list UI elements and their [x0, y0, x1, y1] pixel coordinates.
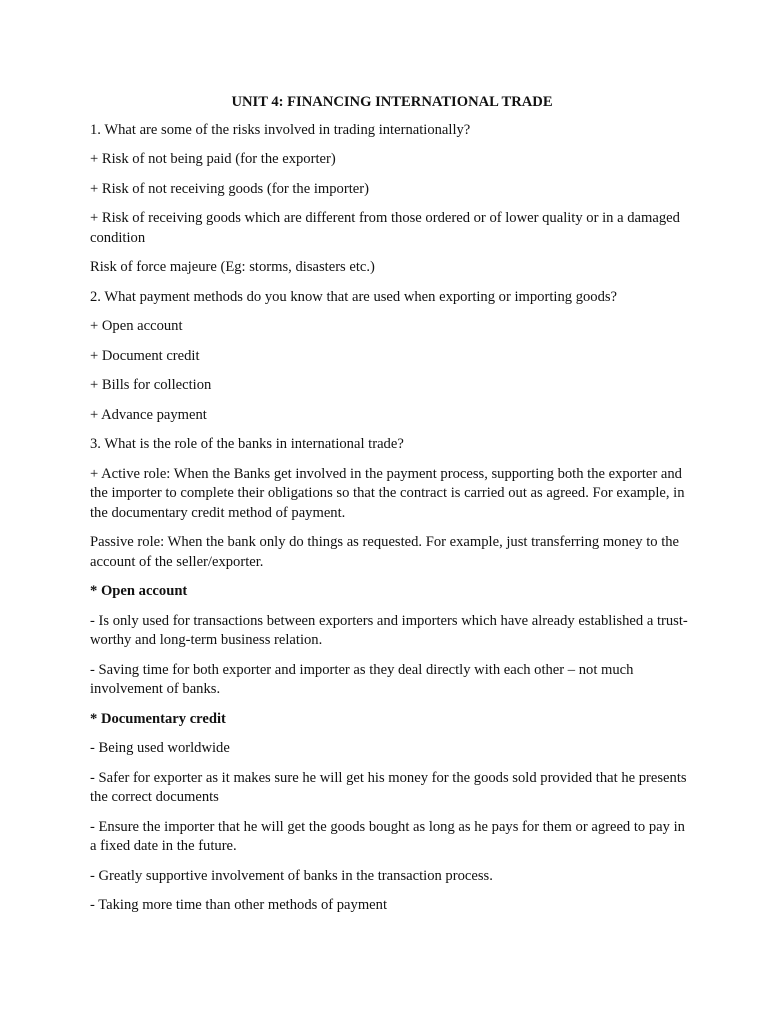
paragraph: + Risk of receiving goods which are different from those ordered or of lower quality or in a damaged condition: [90, 210, 680, 246]
paragraph: - Taking more time than other methods of payment: [90, 897, 387, 913]
paragraph: Risk of force majeure (Eg: storms, disasters etc.): [90, 259, 375, 275]
paragraph: - Safer for exporter as it makes sure he will get his money for the goods sold provided that he presents the correct documents: [90, 769, 687, 805]
paragraph: Passive role: When the bank only do things as requested. For example, just transferring money to the account of the seller/exporter.: [90, 534, 680, 570]
paragraph: 1. What are some of the risks involved in trading internationally?: [90, 121, 471, 138]
paragraph: - Being used worldwide: [90, 740, 230, 756]
paragraph: - Greatly supportive involvement of banks in the transaction process.: [90, 867, 493, 884]
paragraph: + Open account: [90, 318, 183, 334]
paragraph: + Bills for collection: [90, 377, 212, 393]
paragraph: 2. What payment methods do you know that are used when exporting or importing goods?: [90, 288, 618, 305]
section-heading: * Documentary credit: [90, 710, 226, 727]
section-heading: * Open account: [90, 583, 188, 599]
paragraph: + Active role: When the Banks get involved in the payment process, supporting both the exporter and the importer to complete their obligations so that the contract is carried out as agreed. For example, in the documentary credit method of payment.: [90, 465, 685, 521]
document-page: [90, 93, 690, 926]
paragraph: 3. What is the role of the banks in international trade?: [90, 436, 404, 452]
paragraph: + Advance payment: [90, 406, 207, 423]
paragraph: + Risk of not being paid (for the exporter): [90, 151, 336, 167]
paragraph: - Saving time for both exporter and importer as they deal directly with each other – not much involvement of banks.: [90, 661, 634, 697]
paragraph: - Ensure the importer that he will get the goods bought as long as he pays for them or agreed to pay in a fixed date in the future.: [90, 818, 685, 854]
paragraph: + Risk of not receiving goods (for the importer): [90, 180, 369, 197]
document-title: UNIT 4: FINANCING INTERNATIONAL TRADE: [231, 94, 553, 110]
paragraph: + Document credit: [90, 347, 200, 364]
document-body: [90, 121, 690, 916]
paragraph: - Is only used for transactions between exporters and importers which have already established a trust-worthy and long-term business relation.: [90, 612, 688, 648]
